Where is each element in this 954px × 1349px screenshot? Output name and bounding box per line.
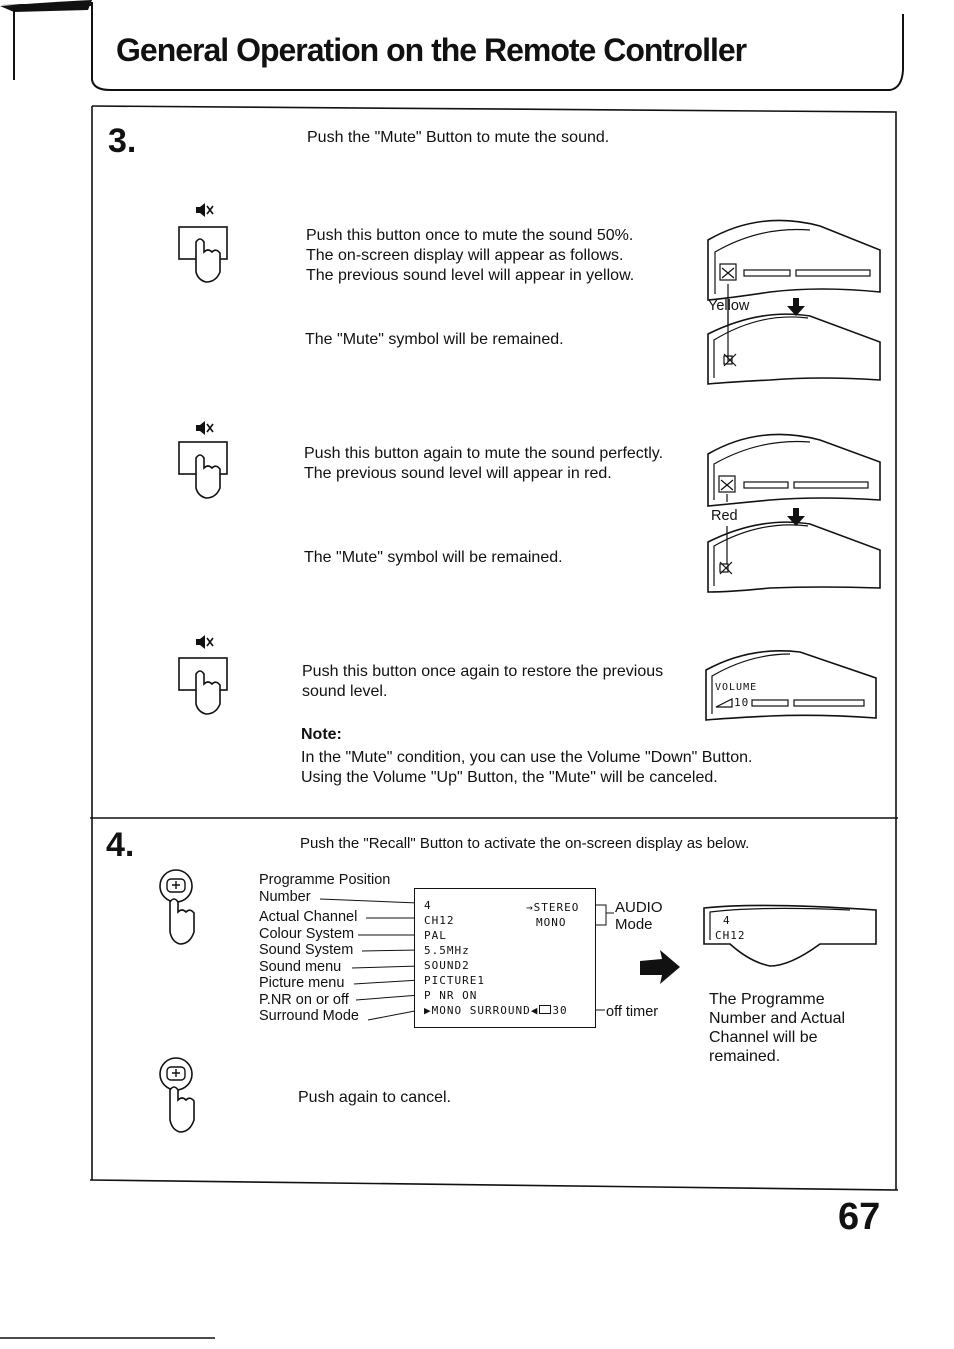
timer-icon — [539, 1005, 551, 1014]
step-4-number: 4. — [106, 826, 135, 864]
label-sound-menu: Sound menu — [259, 958, 342, 975]
osd-channel: CH12 — [424, 914, 455, 927]
step-3-second-remained: The "Mute" symbol will be remained. — [304, 549, 563, 566]
label-actual-channel: Actual Channel — [259, 909, 358, 925]
osd-programme-number: 4 — [424, 899, 432, 912]
osd-stereo: →STEREO — [526, 901, 580, 914]
osd-surround: ▶MONO SURROUND◀ — [424, 1004, 539, 1017]
step-3-first-line-3: The previous sound level will appear in yellow. — [306, 267, 635, 284]
arrow-right-icon — [640, 950, 682, 986]
label-picture-menu: Picture menu — [259, 975, 345, 991]
osd-mono: MONO — [536, 916, 567, 929]
recall-button-icon — [156, 1054, 216, 1136]
note-heading: Note: — [301, 726, 342, 743]
osd-colour-system: PAL — [424, 929, 447, 942]
label-programme-position: Programme Position — [259, 872, 391, 888]
step-3-second-line-1: Push this button again to mute the sound perfectly. — [304, 445, 664, 462]
off-timer-label: off timer — [606, 1004, 659, 1020]
note-line-2: Using the Volume "Up" Button, the "Mute" will be canceled. — [301, 769, 718, 786]
osd-picture-menu: PICTURE1 — [424, 974, 485, 987]
osd-pnr: P NR ON — [424, 989, 478, 1002]
step-4-cancel: Push again to cancel. — [298, 1089, 451, 1106]
step-3-intro: Push the "Mute" Button to mute the sound. — [307, 129, 610, 146]
step-3-second-line-2: The previous sound level will appear in red. — [304, 465, 612, 482]
step-3-first-remained: The "Mute" symbol will be remained. — [305, 331, 564, 348]
result-caption-3: Channel will be — [709, 1029, 818, 1046]
result-caption-4: remained. — [709, 1048, 781, 1065]
color-yellow-label: Yellow — [708, 298, 750, 314]
osd-volume-value: 10 — [734, 696, 750, 709]
label-number: Number — [259, 888, 311, 905]
step-3-number: 3. — [108, 122, 137, 160]
mode-label: Mode — [615, 915, 653, 933]
label-pnr: P.NR on or off — [259, 991, 349, 1008]
step-3-first-line-1: Push this button once to mute the sound 50%. — [306, 227, 634, 244]
label-surround-mode: Surround Mode — [259, 1008, 359, 1024]
result-channel: CH12 — [715, 929, 746, 942]
step-3-third-line-2: sound level. — [302, 683, 388, 700]
label-sound-system: Sound System — [259, 942, 354, 958]
color-red-label: Red — [711, 508, 738, 524]
note-line-1: In the "Mute" condition, you can use the Volume "Down" Button. — [301, 749, 753, 766]
page-title: General Operation on the Remote Controller — [116, 32, 747, 68]
osd-off-timer-value: 30 — [552, 1004, 568, 1017]
page-number: 67 — [838, 1196, 881, 1238]
audio-label: AUDIO — [615, 899, 663, 916]
result-programme-number: 4 — [723, 914, 731, 927]
step-3-third-line-1: Push this button once again to restore the previous — [302, 663, 664, 680]
osd-sound-menu: SOUND2 — [424, 959, 470, 972]
step-4-intro: Push the "Recall" Button to activate the on-screen display as below. — [300, 835, 750, 852]
osd-volume-label: VOLUME — [715, 682, 758, 693]
osd-sound-system: 5.5MHz — [424, 944, 470, 957]
step-3-first-line-2: The on-screen display will appear as follows. — [306, 247, 624, 264]
result-caption-1: The Programme — [709, 991, 825, 1008]
label-colour-system: Colour System — [259, 925, 355, 942]
result-caption-2: Number and Actual — [709, 1010, 846, 1027]
